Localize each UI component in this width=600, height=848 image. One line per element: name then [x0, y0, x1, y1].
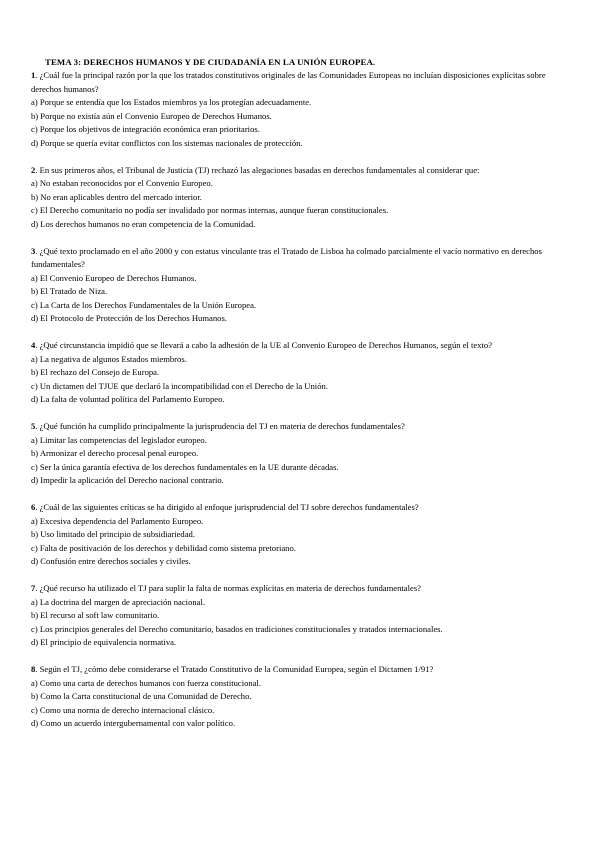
- answer-option: b) El recurso al soft law comunitario.: [31, 610, 160, 620]
- question-text: . ¿Cuál fue la principal razón por la que los tratados constitutivos originales de las Comunidades Europeas no incluían disposiciones explícitas sobre derechos humanos?: [31, 70, 546, 94]
- question-4: [31, 339, 566, 407]
- answer-option: d) El principio de equivalencia normativa.: [31, 637, 177, 647]
- answer-option: d) Los derechos humanos no eran competencia de la Comunidad.: [31, 218, 256, 229]
- answer-option: c) El Derecho comunitario no podía ser invalidado por normas internas, aunque fueran constitucionales.: [31, 205, 389, 215]
- question-stem: [31, 69, 566, 96]
- question-number: 5: [31, 421, 36, 431]
- answer-option: b) No eran aplicables dentro del mercado interior.: [31, 191, 202, 202]
- answer-option: a) Como una carta de derechos humanos con fuerza constitucional.: [31, 677, 262, 688]
- question-stem: [31, 420, 566, 434]
- question-number: 8: [31, 664, 36, 674]
- question-number: 2: [31, 164, 36, 175]
- question-7: [31, 582, 566, 650]
- question-stem: [31, 582, 566, 596]
- answer-option: a) No estaban reconocidos por el Convenio Europeo.: [31, 178, 213, 188]
- question-5: [31, 420, 566, 488]
- answer-option: b) Como la Carta constitucional de una Comunidad de Derecho.: [31, 691, 252, 701]
- answer-option: b) Porque no existía aún el Convenio Europeo de Derechos Humanos.: [31, 110, 272, 121]
- answer-option: a) La doctrina del margen de apreciación nacional.: [31, 596, 206, 607]
- answer-option: c) Como una norma de derecho internacional clásico.: [31, 704, 215, 715]
- question-stem: [31, 164, 566, 178]
- question-text: . ¿Qué circunstancia impidió que se llevará a cabo la adhesión de la UE al Convenio Europeo de Derechos Humanos, según el texto?: [35, 340, 493, 350]
- question-number: 6: [31, 502, 36, 512]
- answer-option: b) El Tratado de Niza.: [31, 286, 108, 296]
- answer-option: c) Ser la única garantía efectiva de los derechos fundamentales en la UE durante décadas.: [31, 461, 339, 472]
- document-title: TEMA 3: DERECHOS HUMANOS Y DE CIUDADANÍA EN LA UNIÓN EUROPEA.: [45, 57, 376, 67]
- document-page: [31, 55, 566, 744]
- answer-option: c) Los principios generales del Derecho comunitario, basados en tradiciones constitucionales y tratados internacionales.: [31, 623, 443, 634]
- answer-option: c) Falta de positivación de los derechos y debilidad como sistema pretoriano.: [31, 542, 296, 553]
- question-6: [31, 501, 566, 569]
- question-8: [31, 663, 566, 731]
- answer-option: a) El Convenio Europeo de Derechos Humanos.: [31, 272, 197, 283]
- question-stem: [31, 663, 566, 677]
- answer-option: c) La Carta de los Derechos Fundamentales de la Unión Europea.: [31, 299, 257, 310]
- question-text: . En sus primeros años, el Tribunal de Justicia (TJ) rechazó las alegaciones basadas en derechos fundamentales al considerar que:: [35, 164, 480, 175]
- question-text: . ¿Qué función ha cumplido principalmente la jurisprudencia del TJ en materia de derechos fundamentales?: [35, 421, 405, 431]
- question-3: [31, 245, 566, 326]
- question-stem: [31, 501, 566, 515]
- answer-option: a) Limitar las competencias del legislador europeo.: [31, 434, 207, 445]
- question-text: . ¿Qué texto proclamado en el año 2000 y con estatus vinculante tras el Tratado de Lisboa ha colmado parcialmente el vacío normativo en derechos fundamentales?: [31, 245, 542, 269]
- answer-option: d) El Protocolo de Protección de los Derechos Humanos.: [31, 313, 227, 323]
- answer-option: c) Un dictamen del TJUE que declaró la incompatibilidad con el Derecho de la Unión.: [31, 380, 328, 391]
- question-text: . ¿Qué recurso ha utilizado el TJ para suplir la falta de normas explícitas en materia de derechos fundamentales?: [35, 583, 421, 593]
- question-number: 1: [31, 70, 36, 80]
- question-text: . Según el TJ, ¿cómo debe considerarse el Tratado Constitutivo de la Comunidad Europea, según el Dictamen 1/91?: [35, 664, 434, 674]
- question-stem: [31, 245, 566, 272]
- question-stem: [31, 339, 566, 353]
- question-number: 4: [31, 340, 36, 350]
- answer-option: b) Armonizar el derecho procesal penal europeo.: [31, 448, 199, 458]
- answer-option: d) Porque se quería evitar conflictos con los sistemas nacionales de protección.: [31, 137, 303, 148]
- answer-option: d) Como un acuerdo intergubernamental con valor político.: [31, 718, 236, 728]
- answer-option: d) La falta de voluntad política del Parlamento Europeo.: [31, 394, 225, 404]
- question-text: . ¿Cuál de las siguientes críticas se ha dirigido al enfoque jurisprudencial del TJ sobre derechos fundamentales?: [35, 502, 419, 512]
- question-1: [31, 69, 566, 150]
- question-number: 3: [31, 245, 36, 256]
- answer-option: d) Confusión entre derechos sociales y civiles.: [31, 556, 191, 566]
- answer-option: a) Porque se entendía que los Estados miembros ya los protegían adecuadamente.: [31, 97, 312, 107]
- answer-option: c) Porque los objetivos de integración económica eran prioritarios.: [31, 124, 260, 134]
- question-list: [31, 69, 566, 731]
- question-number: 7: [31, 583, 36, 593]
- answer-option: a) Excesiva dependencia del Parlamento Europeo.: [31, 515, 204, 526]
- answer-option: b) Uso limitado del principio de subsidiariedad.: [31, 529, 195, 539]
- answer-option: b) El rechazo del Consejo de Europa.: [31, 367, 160, 377]
- question-2: [31, 164, 566, 232]
- answer-option: d) Impedir la aplicación del Derecho nacional contrario.: [31, 475, 224, 485]
- answer-option: a) La negativa de algunos Estados miembros.: [31, 353, 187, 364]
